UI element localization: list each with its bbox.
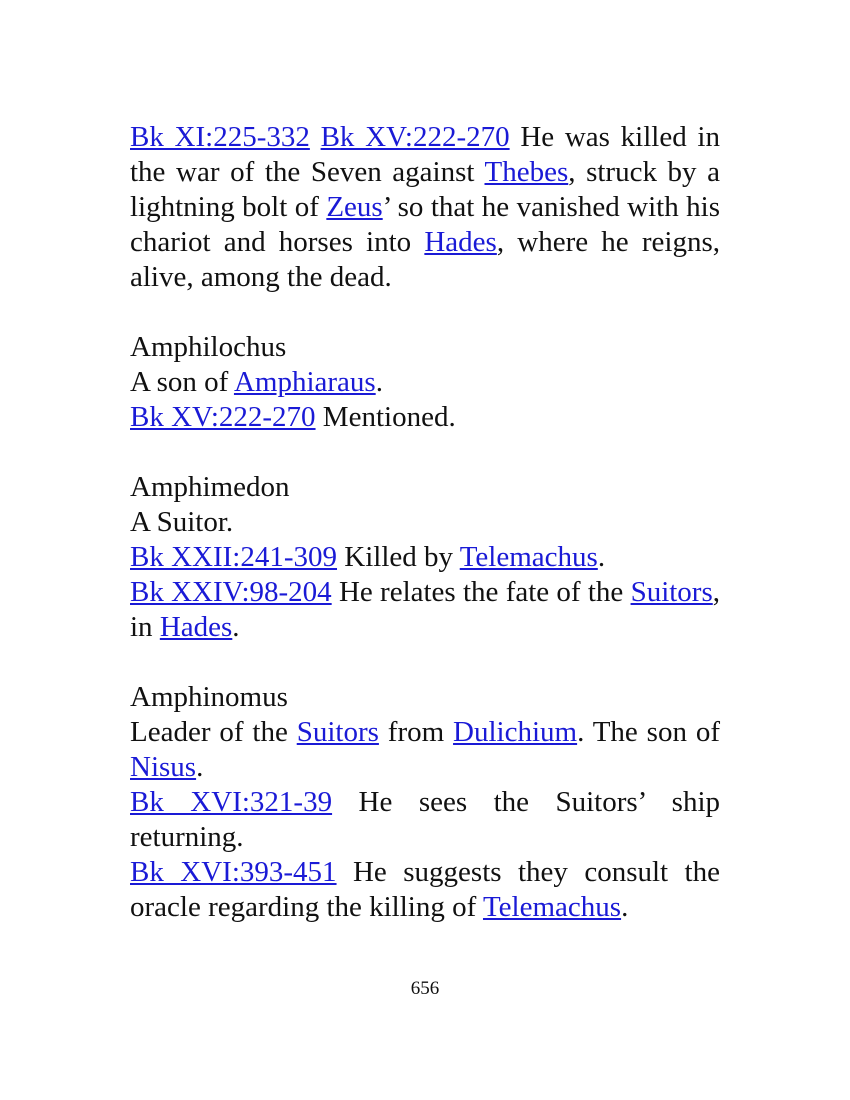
ref-link[interactable]: Bk XV:222-270 <box>320 121 510 153</box>
name-link-zeus[interactable]: Zeus <box>326 191 383 223</box>
ref-link[interactable]: Bk XI:225-332 <box>130 121 310 153</box>
entry-reference: Bk XV:222-270 Mentioned. <box>130 401 456 433</box>
ref-link[interactable]: Bk XVI:321-39 <box>130 786 333 818</box>
entry-description: A Suitor. <box>130 506 234 538</box>
entry-description: Leader of the Suitors from Dulichium. The son of Nisus. <box>130 716 720 783</box>
ref-link[interactable]: Bk XXII:241-309 <box>130 541 338 573</box>
entry-reference: Bk XXIV:98-204 He relates the fate of the Suitors, in Hades. <box>130 576 720 643</box>
place-link-hades[interactable]: Hades <box>424 226 497 258</box>
page-body <box>130 120 720 925</box>
name-link-nisus[interactable]: Nisus <box>130 751 197 783</box>
ref-link[interactable]: Bk XV:222-270 <box>130 401 316 433</box>
name-link-telemachus[interactable]: Telemachus <box>482 891 622 923</box>
entry-title-amphinomus: Amphinomus <box>130 681 288 713</box>
place-link-dulichium[interactable]: Dulichium <box>453 716 578 748</box>
entry-description: A son of Amphiaraus. <box>130 366 383 398</box>
ref-link[interactable]: Bk XXIV:98-204 <box>130 576 332 608</box>
entry-reference: Bk XVI:393-451 He suggests they consult the oracle regarding the killing of Telemachus. <box>130 856 720 923</box>
name-link-suitors[interactable]: Suitors <box>296 716 379 748</box>
name-link-suitors[interactable]: Suitors <box>630 576 713 608</box>
page-number: 656 <box>410 978 440 999</box>
name-link-amphiaraus[interactable]: Amphiaraus <box>233 366 376 398</box>
entry-title-amphimedon: Amphimedon <box>130 471 290 503</box>
ref-link[interactable]: Bk XVI:393-451 <box>130 856 337 888</box>
name-link-hades[interactable]: Hades <box>159 611 233 643</box>
name-link-telemachus[interactable]: Telemachus <box>459 541 598 573</box>
entry-reference: Bk XVI:321-39 He sees the Suitors’ ship returning. <box>130 786 720 853</box>
entry-amphiaraus-continued: Bk XI:225-332 Bk XV:222-270 He was killed in the war of the Seven against Thebes, struck by a lightning bolt of Zeus’ so that he vanished with his chariot and horses into Hades, where he reigns, alive, among the dead. <box>130 121 720 293</box>
place-link-thebes[interactable]: Thebes <box>484 156 569 188</box>
entry-reference: Bk XXII:241-309 Killed by Telemachus. <box>130 541 606 573</box>
entry-title-amphilochus: Amphilochus <box>130 331 287 363</box>
